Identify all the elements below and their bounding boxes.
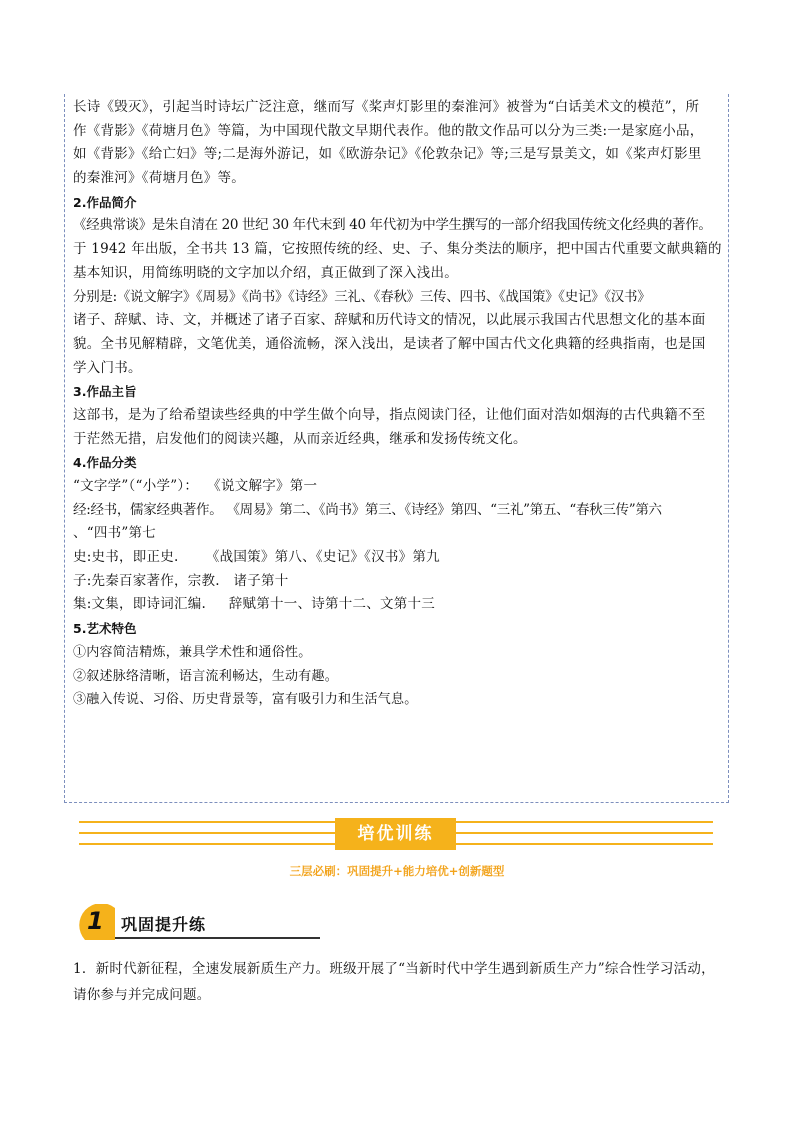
text-line: 诸子、辞赋、诗、文，并概述了诸子百家、辞赋和历代诗文的情况，以此展示我国古代思想文化的基本面 — [73, 312, 706, 329]
text-line: 史:史书，即正史. 《战国策》第八、《史记》《汉书》第九 — [73, 549, 440, 566]
text-line: ①内容简洁精炼，兼具学术性和通俗性。 — [73, 644, 312, 660]
text-line: 于茫然无措，启发他们的阅读兴趣，从而亲近经典，继承和发扬传统文化。 — [73, 430, 527, 447]
training-banner — [79, 818, 713, 850]
text-line: 于 1942 年出版，全书共 13 篇，它按照传统的经、史、子、集分类法的顺序，把中国古代重要文献典籍的 — [73, 241, 722, 258]
banner-subtitle: 三层必刷：巩固提升+能力培优+创新题型 — [289, 864, 505, 878]
text-line: 作《背影》《荷塘月色》等篇，为中国现代散文早期代表作。他的散文作品可以分为三类:一是家庭小品， — [73, 122, 704, 139]
section-label: 巩固提升练 — [121, 915, 207, 934]
text-line: 基本知识，用简练明晓的文字加以介绍，真正做到了深入浅出。 — [73, 264, 458, 281]
section-heading: 4.作品分类 — [73, 455, 137, 471]
text-line: ②叙述脉络清晰，语言流利畅达，生动有趣。 — [73, 668, 339, 684]
text-line: 、“四书”第七 — [73, 525, 157, 542]
text-line: 貌。全书见解精辟，文笔优美，通俗流畅，深入浅出，是读者了解中国古代文化典籍的经典指南，也是国 — [73, 335, 706, 352]
section-header — [75, 904, 255, 942]
question-1 — [73, 956, 723, 1008]
text-line: 如《背影》《给亡妇》等;二是海外游记，如《欧游杂记》《伦敦杂记》等;三是写景美文，如《桨声灯影里 — [73, 146, 702, 163]
text-line: 经:经书，儒家经典著作。 《周易》第二、《尚书》第三、《诗经》第四、“三礼”第五、“春秋三传”第六 — [73, 501, 662, 518]
text-line: 长诗《毁灭》，引起当时诗坛广泛注意，继而写《桨声灯影里的秦淮河》被誉为“白话美术文的模范”，所 — [73, 99, 700, 115]
question-text-line: 请你参与并完成问题。 — [73, 987, 211, 1003]
text-line: 子:先秦百家著作，宗教. 诸子第十 — [73, 572, 289, 589]
section-number: 1 — [87, 907, 104, 935]
section-underline — [115, 937, 320, 939]
text-line: 分别是:《说文解字》《周易》《尚书》《诗经》三礼、《春秋》三传、四书、《战国策》《史记》《汉书》 — [73, 288, 651, 305]
question-text-line: 1．新时代新征程，全速发展新质生产力。班级开展了“当新时代中学生遇到新质生产力”综合性学习活动， — [73, 961, 715, 977]
text-line: 集:文集，即诗词汇编. 辞赋第十一、诗第十二、文第十三 — [73, 596, 436, 613]
text-line: 《经典常谈》是朱自清在 20 世纪 30 年代末到 40 年代初为中学生撰写的一部介绍我国传统文化经典的著作。 — [73, 217, 712, 234]
section-heading: 3.作品主旨 — [73, 384, 137, 400]
section-heading: 5.艺术特色 — [73, 621, 137, 637]
text-line: 学入门书。 — [73, 359, 142, 376]
reading-material — [73, 96, 723, 712]
banner-title: 培优训练 — [335, 818, 456, 850]
text-line: 的秦淮河》《荷塘月色》等。 — [73, 170, 245, 187]
section-heading: 2.作品简介 — [73, 194, 137, 210]
text-line: ③融入传说、习俗、历史背景等，富有吸引力和生活气息。 — [73, 692, 418, 708]
text-line: 这部书，是为了给希望读些经典的中学生做个向导，指点阅读门径，让他们面对浩如烟海的古代典籍不至 — [73, 406, 706, 423]
text-line: “文字学”（“小学”）： 《说文解字》第一 — [73, 478, 318, 494]
